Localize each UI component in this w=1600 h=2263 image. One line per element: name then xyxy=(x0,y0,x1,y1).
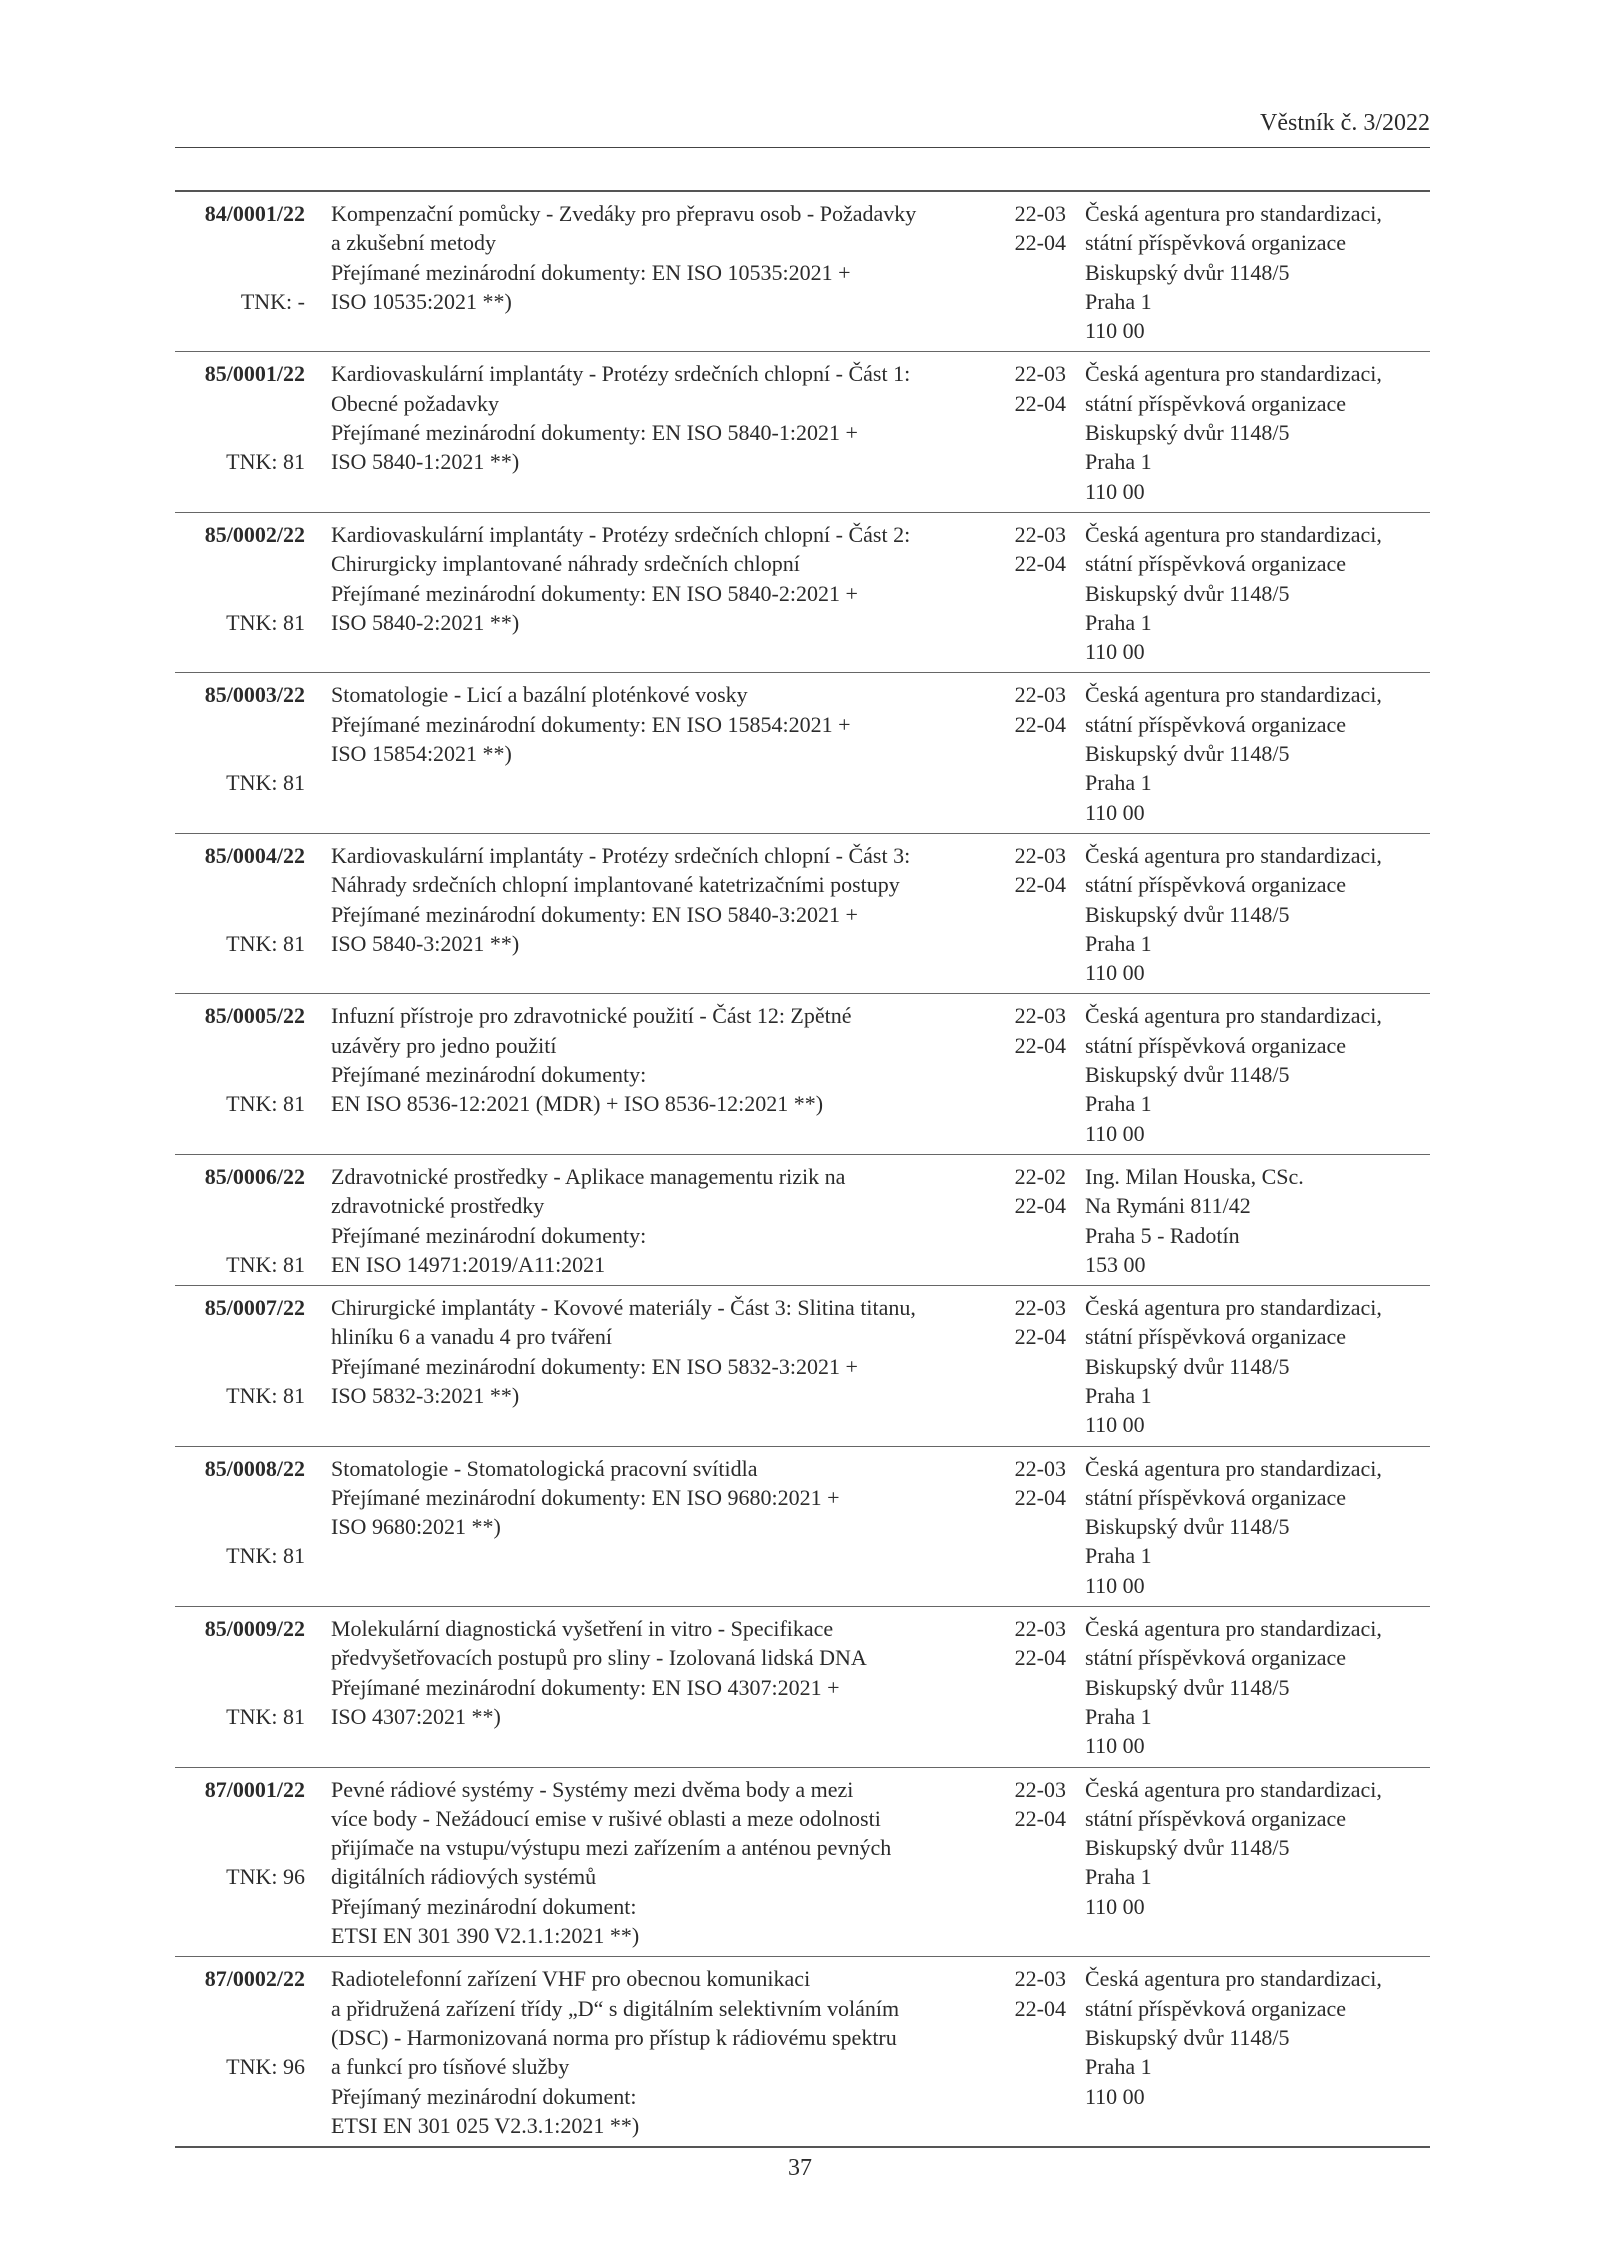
table-row xyxy=(175,1767,1430,1957)
organization-line: 110 00 xyxy=(1085,318,1145,344)
title-line: Stomatologie - Licí a bazální ploténkové vosky xyxy=(331,682,748,708)
organization-line: Praha 1 xyxy=(1085,930,1152,956)
table-row xyxy=(175,512,1430,672)
table-row xyxy=(175,1606,1430,1766)
organization-line: státní příspěvková organizace xyxy=(1085,1324,1347,1350)
organization-line: Praha 1 xyxy=(1085,1864,1152,1890)
title-line: EN ISO 8536-12:2021 (MDR) + ISO 8536-12:2021 **) xyxy=(331,1091,824,1117)
title-line: Radiotelefonní zařízení VHF pro obecnou komunikaci xyxy=(331,1966,811,1992)
title-line: ISO 15854:2021 **) xyxy=(331,741,512,767)
row-organization-cell xyxy=(1085,359,1430,505)
organization-line: 110 00 xyxy=(1085,960,1145,986)
title-line: Stomatologie - Stomatologická pracovní svítidla xyxy=(331,1455,758,1481)
row-id-cell xyxy=(175,1162,305,1279)
date-code: 22-04 xyxy=(1014,1805,1066,1831)
tnk-label: TNK: 96 xyxy=(226,2054,305,2080)
title-line: ETSI EN 301 025 V2.3.1:2021 **) xyxy=(331,2112,640,2138)
organization-line: 110 00 xyxy=(1085,1120,1145,1146)
tnk-label: TNK: 96 xyxy=(226,1864,305,1890)
title-line: a zkušební metody xyxy=(331,230,496,256)
title-line: a přidružená zařízení třídy „D“ s digitálním selektivním voláním xyxy=(331,1995,900,2021)
title-line: Zdravotnické prostředky - Aplikace managementu rizik na xyxy=(331,1163,846,1189)
table-row xyxy=(175,1285,1430,1445)
date-code: 22-04 xyxy=(1014,230,1066,256)
standard-number: 85/0002/22 xyxy=(204,521,305,547)
organization-line: Biskupský dvůr 1148/5 xyxy=(1085,901,1290,927)
organization-line: Česká agentura pro standardizaci, xyxy=(1085,1295,1382,1321)
title-line: Kardiovaskulární implantáty - Protézy srdečních chlopní - Část 3: xyxy=(331,842,911,868)
organization-line: Česká agentura pro standardizaci, xyxy=(1085,1003,1382,1029)
standard-number: 87/0001/22 xyxy=(204,1776,305,1802)
standard-number: 85/0007/22 xyxy=(204,1295,305,1321)
organization-line: 110 00 xyxy=(1085,639,1145,665)
title-line: Přejímané mezinárodní dokumenty: EN ISO 9680:2021 + xyxy=(331,1484,840,1510)
title-line: (DSC) - Harmonizovaná norma pro přístup k rádiovému spektru xyxy=(331,2024,897,2050)
organization-line: Praha 1 xyxy=(1085,449,1152,475)
organization-line: Česká agentura pro standardizaci, xyxy=(1085,521,1382,547)
tnk-label: TNK: - xyxy=(240,288,305,314)
organization-line: státní příspěvková organizace xyxy=(1085,1032,1347,1058)
title-line: Přejímané mezinárodní dokumenty: EN ISO 5840-2:2021 + xyxy=(331,580,858,606)
title-line: Přejímaný mezinárodní dokument: xyxy=(331,1893,637,1919)
row-title-cell xyxy=(331,1964,1006,2140)
organization-line: státní příspěvková organizace xyxy=(1085,1645,1347,1671)
row-organization-cell xyxy=(1085,520,1430,666)
organization-line: Ing. Milan Houska, CSc. xyxy=(1085,1163,1304,1189)
row-dates-cell xyxy=(1006,1964,1066,2023)
organization-line: Biskupský dvůr 1148/5 xyxy=(1085,580,1290,606)
title-line: Přejímaný mezinárodní dokument: xyxy=(331,2083,637,2109)
organization-line: 110 00 xyxy=(1085,478,1145,504)
row-id-cell xyxy=(175,1775,305,1892)
title-line: Kardiovaskulární implantáty - Protézy srdečních chlopní - Část 1: xyxy=(331,361,911,387)
row-dates-cell xyxy=(1006,1293,1066,1352)
title-line: EN ISO 14971:2019/A11:2021 xyxy=(331,1251,606,1277)
organization-line: 110 00 xyxy=(1085,1412,1145,1438)
title-line: Obecné požadavky xyxy=(331,390,499,416)
page-number: 37 xyxy=(788,2155,812,2181)
row-id-cell xyxy=(175,199,305,316)
organization-line: 110 00 xyxy=(1085,799,1145,825)
tnk-label: TNK: 81 xyxy=(226,930,305,956)
title-line: ISO 5832-3:2021 **) xyxy=(331,1382,520,1408)
organization-line: Biskupský dvůr 1148/5 xyxy=(1085,2024,1290,2050)
organization-line: Praha 1 xyxy=(1085,2054,1152,2080)
row-organization-cell xyxy=(1085,1293,1430,1439)
row-id-cell xyxy=(175,359,305,476)
standard-number: 85/0003/22 xyxy=(204,682,305,708)
date-code: 22-03 xyxy=(1014,521,1066,547)
table-row xyxy=(175,1154,1430,1285)
organization-line: Česká agentura pro standardizaci, xyxy=(1085,1616,1382,1642)
row-title-cell xyxy=(331,199,1006,316)
organization-line: 153 00 xyxy=(1085,1251,1146,1277)
title-line: ETSI EN 301 390 V2.1.1:2021 **) xyxy=(331,1923,640,1949)
organization-line: Biskupský dvůr 1148/5 xyxy=(1085,1353,1290,1379)
tnk-label: TNK: 81 xyxy=(226,1251,305,1277)
row-dates-cell xyxy=(1006,1614,1066,1673)
standard-number: 84/0001/22 xyxy=(204,201,305,226)
date-code: 22-04 xyxy=(1014,1324,1066,1350)
row-title-cell xyxy=(331,359,1006,476)
row-title-cell xyxy=(331,520,1006,637)
title-line: ISO 10535:2021 **) xyxy=(331,288,512,314)
row-organization-cell xyxy=(1085,1614,1430,1760)
row-organization-cell xyxy=(1085,1454,1430,1600)
page-header xyxy=(175,110,1430,148)
organization-line: Biskupský dvůr 1148/5 xyxy=(1085,1062,1290,1088)
row-id-cell xyxy=(175,680,305,797)
date-code: 22-04 xyxy=(1014,1484,1066,1510)
table-row xyxy=(175,833,1430,993)
organization-line: Česká agentura pro standardizaci, xyxy=(1085,1455,1382,1481)
date-code: 22-04 xyxy=(1014,390,1066,416)
row-id-cell xyxy=(175,520,305,637)
organization-line: Praha 5 - Radotín xyxy=(1085,1222,1240,1248)
row-dates-cell xyxy=(1006,1162,1066,1221)
date-code: 22-03 xyxy=(1014,1295,1066,1321)
standard-number: 85/0009/22 xyxy=(204,1616,305,1642)
title-line: Chirurgicky implantované náhrady srdečních chlopní xyxy=(331,551,800,577)
organization-line: státní příspěvková organizace xyxy=(1085,390,1347,416)
organization-line: Praha 1 xyxy=(1085,1703,1152,1729)
date-code: 22-03 xyxy=(1014,361,1066,387)
row-title-cell xyxy=(331,1162,1006,1279)
row-organization-cell xyxy=(1085,1001,1430,1147)
row-id-cell xyxy=(175,1293,305,1410)
table-row xyxy=(175,672,1430,832)
organization-line: 110 00 xyxy=(1085,1572,1145,1598)
date-code: 22-04 xyxy=(1014,1032,1066,1058)
row-dates-cell xyxy=(1006,1454,1066,1513)
organization-line: Praha 1 xyxy=(1085,1382,1152,1408)
row-id-cell xyxy=(175,1454,305,1571)
title-line: Kardiovaskulární implantáty - Protézy srdečních chlopní - Část 2: xyxy=(331,521,911,547)
title-line: Přejímané mezinárodní dokumenty: xyxy=(331,1062,647,1088)
row-dates-cell xyxy=(1006,680,1066,739)
row-dates-cell xyxy=(1006,1001,1066,1060)
title-line: hliníku 6 a vanadu 4 pro tváření xyxy=(331,1324,613,1350)
date-code: 22-03 xyxy=(1014,201,1066,226)
row-title-cell xyxy=(331,1454,1006,1542)
row-dates-cell xyxy=(1006,359,1066,418)
date-code: 22-03 xyxy=(1014,1616,1066,1642)
title-line: a funkcí pro tísňové služby xyxy=(331,2054,570,2080)
standard-number: 85/0004/22 xyxy=(204,842,305,868)
row-id-cell xyxy=(175,1964,305,2081)
row-dates-cell xyxy=(1006,520,1066,579)
organization-line: Praha 1 xyxy=(1085,1543,1152,1569)
organization-line: Biskupský dvůr 1148/5 xyxy=(1085,1835,1290,1861)
standard-number: 85/0001/22 xyxy=(204,361,305,387)
organization-line: Česká agentura pro standardizaci, xyxy=(1085,1966,1382,1992)
date-code: 22-04 xyxy=(1014,872,1066,898)
standard-number: 85/0005/22 xyxy=(204,1003,305,1029)
title-line: Molekulární diagnostická vyšetření in vitro - Specifikace xyxy=(331,1616,834,1642)
title-line: ISO 5840-3:2021 **) xyxy=(331,930,520,956)
organization-line: Biskupský dvůr 1148/5 xyxy=(1085,420,1290,446)
tnk-label: TNK: 81 xyxy=(226,770,305,796)
organization-line: Česká agentura pro standardizaci, xyxy=(1085,361,1382,387)
date-code: 22-03 xyxy=(1014,1966,1066,1992)
row-title-cell xyxy=(331,1775,1006,1951)
row-organization-cell xyxy=(1085,1162,1430,1279)
organization-line: Praha 1 xyxy=(1085,1091,1152,1117)
row-title-cell xyxy=(331,1001,1006,1118)
organization-line: státní příspěvková organizace xyxy=(1085,1805,1347,1831)
row-title-cell xyxy=(331,1614,1006,1731)
organization-line: Praha 1 xyxy=(1085,609,1152,635)
date-code: 22-02 xyxy=(1014,1163,1066,1189)
title-line: ISO 4307:2021 **) xyxy=(331,1703,501,1729)
date-code: 22-04 xyxy=(1014,1193,1066,1219)
tnk-label: TNK: 81 xyxy=(226,449,305,475)
title-line: přijímače na vstupu/výstupu mezi zařízením a anténou pevných xyxy=(331,1835,892,1861)
title-line: Infuzní přístroje pro zdravotnické použití - Část 12: Zpětné xyxy=(331,1003,852,1029)
title-line: Chirurgické implantáty - Kovové materiály - Část 3: Slitina titanu, xyxy=(331,1295,916,1321)
standard-number: 87/0002/22 xyxy=(204,1966,305,1992)
title-line: Přejímané mezinárodní dokumenty: EN ISO 10535:2021 + xyxy=(331,259,851,285)
organization-line: státní příspěvková organizace xyxy=(1085,1995,1347,2021)
tnk-label: TNK: 81 xyxy=(226,1091,305,1117)
row-dates-cell xyxy=(1006,841,1066,900)
date-code: 22-03 xyxy=(1014,682,1066,708)
organization-line: státní příspěvková organizace xyxy=(1085,872,1347,898)
title-line: ISO 5840-1:2021 **) xyxy=(331,449,520,475)
organization-line: státní příspěvková organizace xyxy=(1085,1484,1347,1510)
title-line: uzávěry pro jedno použití xyxy=(331,1032,557,1058)
standards-table xyxy=(175,190,1430,2148)
row-dates-cell xyxy=(1006,199,1066,258)
title-line: ISO 9680:2021 **) xyxy=(331,1514,501,1540)
date-code: 22-03 xyxy=(1014,1776,1066,1802)
date-code: 22-03 xyxy=(1014,1455,1066,1481)
title-line: Přejímané mezinárodní dokumenty: EN ISO 5832-3:2021 + xyxy=(331,1353,858,1379)
organization-line: 110 00 xyxy=(1085,2083,1145,2109)
organization-line: 110 00 xyxy=(1085,1733,1145,1759)
organization-line: Biskupský dvůr 1148/5 xyxy=(1085,1674,1290,1700)
date-code: 22-03 xyxy=(1014,1003,1066,1029)
tnk-label: TNK: 81 xyxy=(226,609,305,635)
date-code: 22-04 xyxy=(1014,711,1066,737)
organization-line: Biskupský dvůr 1148/5 xyxy=(1085,259,1290,285)
table-row xyxy=(175,1446,1430,1606)
table-row xyxy=(175,1956,1430,2146)
title-line: Přejímané mezinárodní dokumenty: EN ISO 4307:2021 + xyxy=(331,1674,840,1700)
standard-number: 85/0008/22 xyxy=(204,1455,305,1481)
organization-line: Biskupský dvůr 1148/5 xyxy=(1085,741,1290,767)
tnk-label: TNK: 81 xyxy=(226,1382,305,1408)
title-line: Přejímané mezinárodní dokumenty: EN ISO 5840-1:2021 + xyxy=(331,420,858,446)
title-line: zdravotnické prostředky xyxy=(331,1193,545,1219)
organization-line: Biskupský dvůr 1148/5 xyxy=(1085,1514,1290,1540)
date-code: 22-04 xyxy=(1014,551,1066,577)
title-line: více body - Nežádoucí emise v rušivé oblasti a meze odolnosti xyxy=(331,1805,881,1831)
row-organization-cell xyxy=(1085,680,1430,826)
organization-line: Česká agentura pro standardizaci, xyxy=(1085,201,1382,226)
row-id-cell xyxy=(175,841,305,958)
date-code: 22-04 xyxy=(1014,1645,1066,1671)
tnk-label: TNK: 81 xyxy=(226,1703,305,1729)
standard-number: 85/0006/22 xyxy=(204,1163,305,1189)
title-line: předvyšetřovacích postupů pro sliny - Izolovaná lidská DNA xyxy=(331,1645,867,1671)
row-organization-cell xyxy=(1085,1775,1430,1921)
table-row xyxy=(175,192,1430,351)
row-dates-cell xyxy=(1006,1775,1066,1834)
organization-line: Na Rymáni 811/42 xyxy=(1085,1193,1251,1219)
title-line: digitálních rádiových systémů xyxy=(331,1864,597,1890)
row-title-cell xyxy=(331,680,1006,768)
organization-line: Česká agentura pro standardizaci, xyxy=(1085,1776,1382,1802)
organization-line: Praha 1 xyxy=(1085,770,1152,796)
row-id-cell xyxy=(175,1614,305,1731)
row-organization-cell xyxy=(1085,841,1430,987)
title-line: Přejímané mezinárodní dokumenty: EN ISO 5840-3:2021 + xyxy=(331,901,858,927)
organization-line: Praha 1 xyxy=(1085,288,1152,314)
organization-line: státní příspěvková organizace xyxy=(1085,230,1347,256)
row-title-cell xyxy=(331,841,1006,958)
title-line: Pevné rádiové systémy - Systémy mezi dvěma body a mezi xyxy=(331,1776,854,1802)
organization-line: státní příspěvková organizace xyxy=(1085,551,1347,577)
header-title: Věstník č. 3/2022 xyxy=(1260,110,1430,136)
table-row xyxy=(175,993,1430,1153)
organization-line: 110 00 xyxy=(1085,1893,1145,1919)
title-line: Přejímané mezinárodní dokumenty: xyxy=(331,1222,647,1248)
organization-line: Česká agentura pro standardizaci, xyxy=(1085,842,1382,868)
title-line: Náhrady srdečních chlopní implantované katetrizačními postupy xyxy=(331,872,900,898)
organization-line: Česká agentura pro standardizaci, xyxy=(1085,682,1382,708)
organization-line: státní příspěvková organizace xyxy=(1085,711,1347,737)
title-line: Kompenzační pomůcky - Zvedáky pro přepravu osob - Požadavky xyxy=(331,201,917,226)
date-code: 22-04 xyxy=(1014,1995,1066,2021)
date-code: 22-03 xyxy=(1014,842,1066,868)
row-id-cell xyxy=(175,1001,305,1118)
row-organization-cell xyxy=(1085,199,1430,345)
tnk-label: TNK: 81 xyxy=(226,1543,305,1569)
row-organization-cell xyxy=(1085,1964,1430,2110)
table-row xyxy=(175,351,1430,511)
title-line: Přejímané mezinárodní dokumenty: EN ISO 15854:2021 + xyxy=(331,711,851,737)
title-line: ISO 5840-2:2021 **) xyxy=(331,609,520,635)
row-title-cell xyxy=(331,1293,1006,1410)
